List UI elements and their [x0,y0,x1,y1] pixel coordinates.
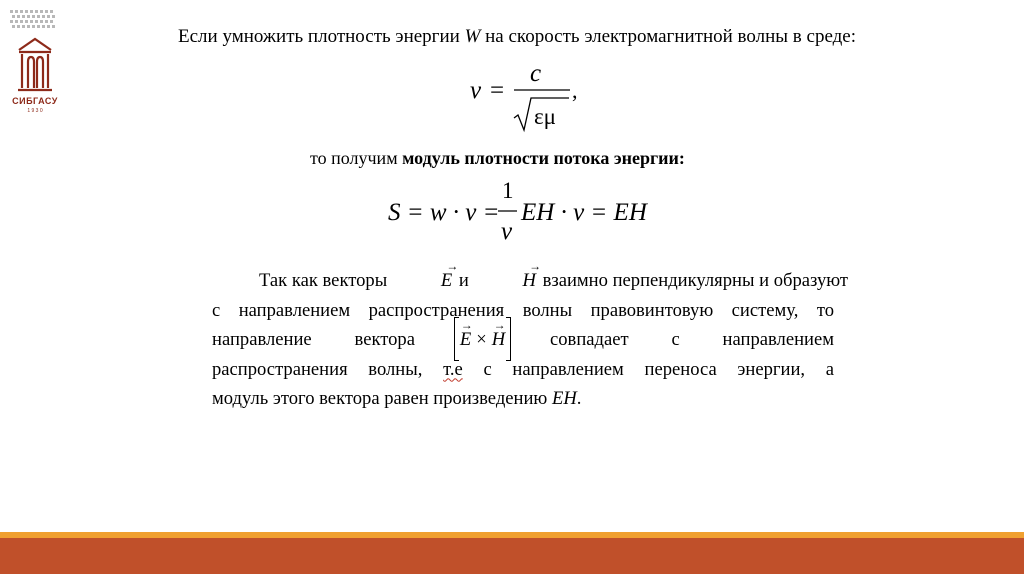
result-bold-text: модуль плотности потока энергии: [402,148,685,168]
logo-year: 1 9 3 0 [27,108,43,114]
flux-formula-part1: S = w · v = [388,199,500,226]
line5-period: . [576,388,582,409]
cross-product-bracket [458,325,507,355]
line1-text-a: Так как векторы [259,270,388,291]
line4-text-b: с направлением переноса энергии, а [483,358,834,380]
intro-text-after: на скорость электромагнитной волны в среде: [480,26,857,47]
formula-lhs: v [470,77,482,104]
intro-sentence [178,26,856,48]
result-sentence [310,148,685,169]
formula-numerator: c [530,60,542,87]
energy-density-variable: W [464,26,481,47]
velocity-formula [468,60,588,136]
footer-bar [0,538,1024,574]
vector-e-cross: → E [458,325,473,355]
logo-pattern-icon [10,10,60,34]
line3-text-b: совпадает с направлением [549,329,835,350]
formula-comma: , [572,78,578,103]
logo-name: СИБГАСУ [12,96,58,106]
vector-h-cross: → H [490,325,507,355]
line4-text-a: распространения волны, [212,358,423,380]
intro-text-before: Если умножить плотность энергии [178,26,465,47]
paragraph-line-1 [212,266,849,296]
flux-fraction-numerator: 1 [502,178,514,203]
formula-equals: = [490,77,505,104]
paragraph-line-2: с направлением распространения волны правовинтовую систему, то [212,299,834,321]
flux-formula-part2: EH · v = EH [521,199,647,226]
vector-e: → E [392,266,454,296]
university-logo [8,10,62,120]
line1-and: и [458,270,469,291]
line3-text-a: направление вектора [212,329,415,350]
spellcheck-word: т.е [443,358,463,380]
eh-variable: EH [551,388,577,409]
explanation-paragraph [212,266,849,414]
paragraph-line-5 [212,384,834,414]
flux-fraction-denominator: v [501,218,513,245]
energy-flux-formula [384,176,654,248]
paragraph-line-3 [212,325,834,355]
cross-sign: × [476,329,487,350]
formula-denominator: εμ [534,104,556,129]
line1-text-b: взаимно перпендикулярны и образуют [542,270,849,291]
building-icon [16,36,54,94]
line5-text-a: модуль этого вектора равен произведению [212,388,548,409]
paragraph-line-4 [212,355,834,385]
vector-h: → H [473,266,537,296]
result-text: то получим [310,148,403,168]
